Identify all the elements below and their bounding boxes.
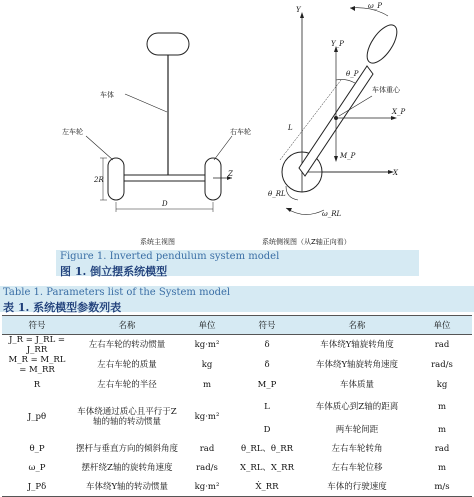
right-wheel-label: 右车轮 xyxy=(230,128,251,136)
table-row xyxy=(2,335,472,356)
table-cell: J_Pδ xyxy=(2,477,72,497)
table-cell: θ_RL、θ_RR xyxy=(240,443,294,454)
table-cell: 摆杆与垂直方向的倾斜角度 xyxy=(75,443,178,454)
header-name-2: 名称 xyxy=(302,316,412,335)
table-cell: 车体质心到Z轴的距离 xyxy=(315,402,399,412)
table-cell: θ_P xyxy=(29,443,45,454)
table-cell: m xyxy=(437,402,447,412)
figure-caption-zh: 图 1. 倒立摆系统模型 xyxy=(60,265,168,278)
z-axis-label: Z xyxy=(228,170,233,178)
table-cell: 左右车轮的半径 xyxy=(97,379,157,390)
table-cell: kg xyxy=(201,360,213,370)
table-row xyxy=(2,355,472,375)
omega-rl-arrow xyxy=(286,208,292,212)
table-cell: 左右车轮的质量 xyxy=(97,360,157,370)
table-cell: δ xyxy=(264,340,270,350)
table-cell: R xyxy=(33,379,41,390)
table-cell: 两车轮间距 xyxy=(335,424,379,435)
table-cell: 左右车轮转角 xyxy=(331,443,383,454)
table-cell: Ẋ_RR xyxy=(232,477,302,497)
table-row xyxy=(2,394,472,420)
table-cell: kg·m² xyxy=(194,411,220,422)
table-cell: 摆杆绕Z轴的旋转角速度 xyxy=(81,462,173,473)
omega-rl-arc xyxy=(286,208,324,215)
omega-rl-label: ω_RL xyxy=(322,210,342,218)
table-cell: m xyxy=(202,379,212,390)
front-view xyxy=(62,33,251,246)
table-cell: kg·m² xyxy=(194,340,220,350)
right-wheel-shape xyxy=(205,158,221,200)
table-cell: m/s xyxy=(412,477,472,497)
front-view-title: 系统主视图 xyxy=(140,238,175,246)
axle-shape xyxy=(123,175,213,181)
table-cell: 车体绕Y轴旋转角度 xyxy=(320,340,394,350)
parameters-table xyxy=(2,315,472,497)
table-cell: δ̇ xyxy=(264,360,270,370)
mass-center-label: 车体重心 xyxy=(372,86,400,94)
x-axis-label: X xyxy=(393,169,398,177)
mp-label: M_P xyxy=(340,152,356,160)
yp-axis-label: Y_P xyxy=(331,40,344,48)
omega-p-arrow xyxy=(350,6,355,11)
header-unit-1: 单位 xyxy=(182,316,232,335)
table-cell: kg xyxy=(436,379,448,390)
table-caption-en: Table 1. Parameters list of the System model xyxy=(3,287,231,298)
xp-axis-arrow xyxy=(391,116,397,120)
table-cell: rad xyxy=(434,340,450,350)
table-cell: rad xyxy=(434,443,450,454)
body-label: 车体 xyxy=(100,91,114,99)
d-dimension-label: D xyxy=(162,200,168,208)
theta-p-label: θ_P xyxy=(346,70,359,78)
y-axis-label: Y xyxy=(296,6,301,14)
table-row xyxy=(2,439,472,458)
header-symbol-2: 符号 xyxy=(232,316,302,335)
omega-p-label: ω_P xyxy=(368,2,382,10)
table-row xyxy=(2,375,472,394)
gravity-arrow xyxy=(334,156,338,162)
r-dimension-label: 2R xyxy=(94,176,104,184)
figure-caption-en: Figure 1. Inverted pendulum system model xyxy=(60,251,280,262)
table-caption-zh: 表 1. 系统模型参数列表 xyxy=(3,301,122,314)
side-view xyxy=(262,2,405,246)
table-cell: M_P xyxy=(257,379,277,390)
right-wheel-leader xyxy=(214,136,232,160)
header-symbol-1: 符号 xyxy=(2,316,72,335)
theta-rl-label: θ_RL xyxy=(268,190,286,198)
left-wheel-leader xyxy=(86,136,113,160)
table-cell: kg·m² xyxy=(182,477,232,497)
table-cell: m xyxy=(437,424,447,435)
table-row xyxy=(2,458,472,477)
table-cell: 车体绕通过质心且平行于Z轴的轴的转动惯量 xyxy=(77,406,177,427)
table-cell: M_R = M_RL = M_RR xyxy=(8,355,66,375)
table-cell: J_pθ xyxy=(27,411,47,422)
pendulum-top-shape xyxy=(361,20,402,68)
table-cell: ω_P xyxy=(28,462,46,473)
table-cell: 左右车轮的转动惯量 xyxy=(88,340,166,350)
table-cell: 车体的行驶速度 xyxy=(302,477,412,497)
table-header-row xyxy=(2,316,472,335)
table-cell: L xyxy=(264,402,270,412)
table-cell: J_R = J_RL = J_RR xyxy=(8,335,66,355)
l-label: L xyxy=(288,124,293,132)
handle-shape xyxy=(147,33,189,55)
table-cell: D xyxy=(263,424,271,435)
table-cell: rad/s xyxy=(196,462,218,473)
table-cell: 车体质量 xyxy=(339,379,374,390)
table-cell: 车体绕Y轴旋转角速度 xyxy=(315,360,399,370)
side-view-title: 系统侧视图（从Z轴正向看） xyxy=(262,238,351,246)
header-unit-2: 单位 xyxy=(412,316,472,335)
table-cell: rad xyxy=(199,443,215,454)
table-cell: X_RL、X_RR xyxy=(240,462,294,473)
table-row xyxy=(2,477,472,497)
table-cell: 左右车轮位移 xyxy=(331,462,383,473)
left-wheel-shape xyxy=(108,158,124,200)
table-cell: rad/s xyxy=(431,360,453,370)
xp-axis-label: X_P xyxy=(392,108,406,116)
table-cell: 车体绕Y轴的转动惯量 xyxy=(72,477,182,497)
body-leader xyxy=(125,94,167,112)
left-wheel-label: 左车轮 xyxy=(62,128,83,136)
header-name-1: 名称 xyxy=(72,316,182,335)
table-cell: m xyxy=(437,462,447,473)
